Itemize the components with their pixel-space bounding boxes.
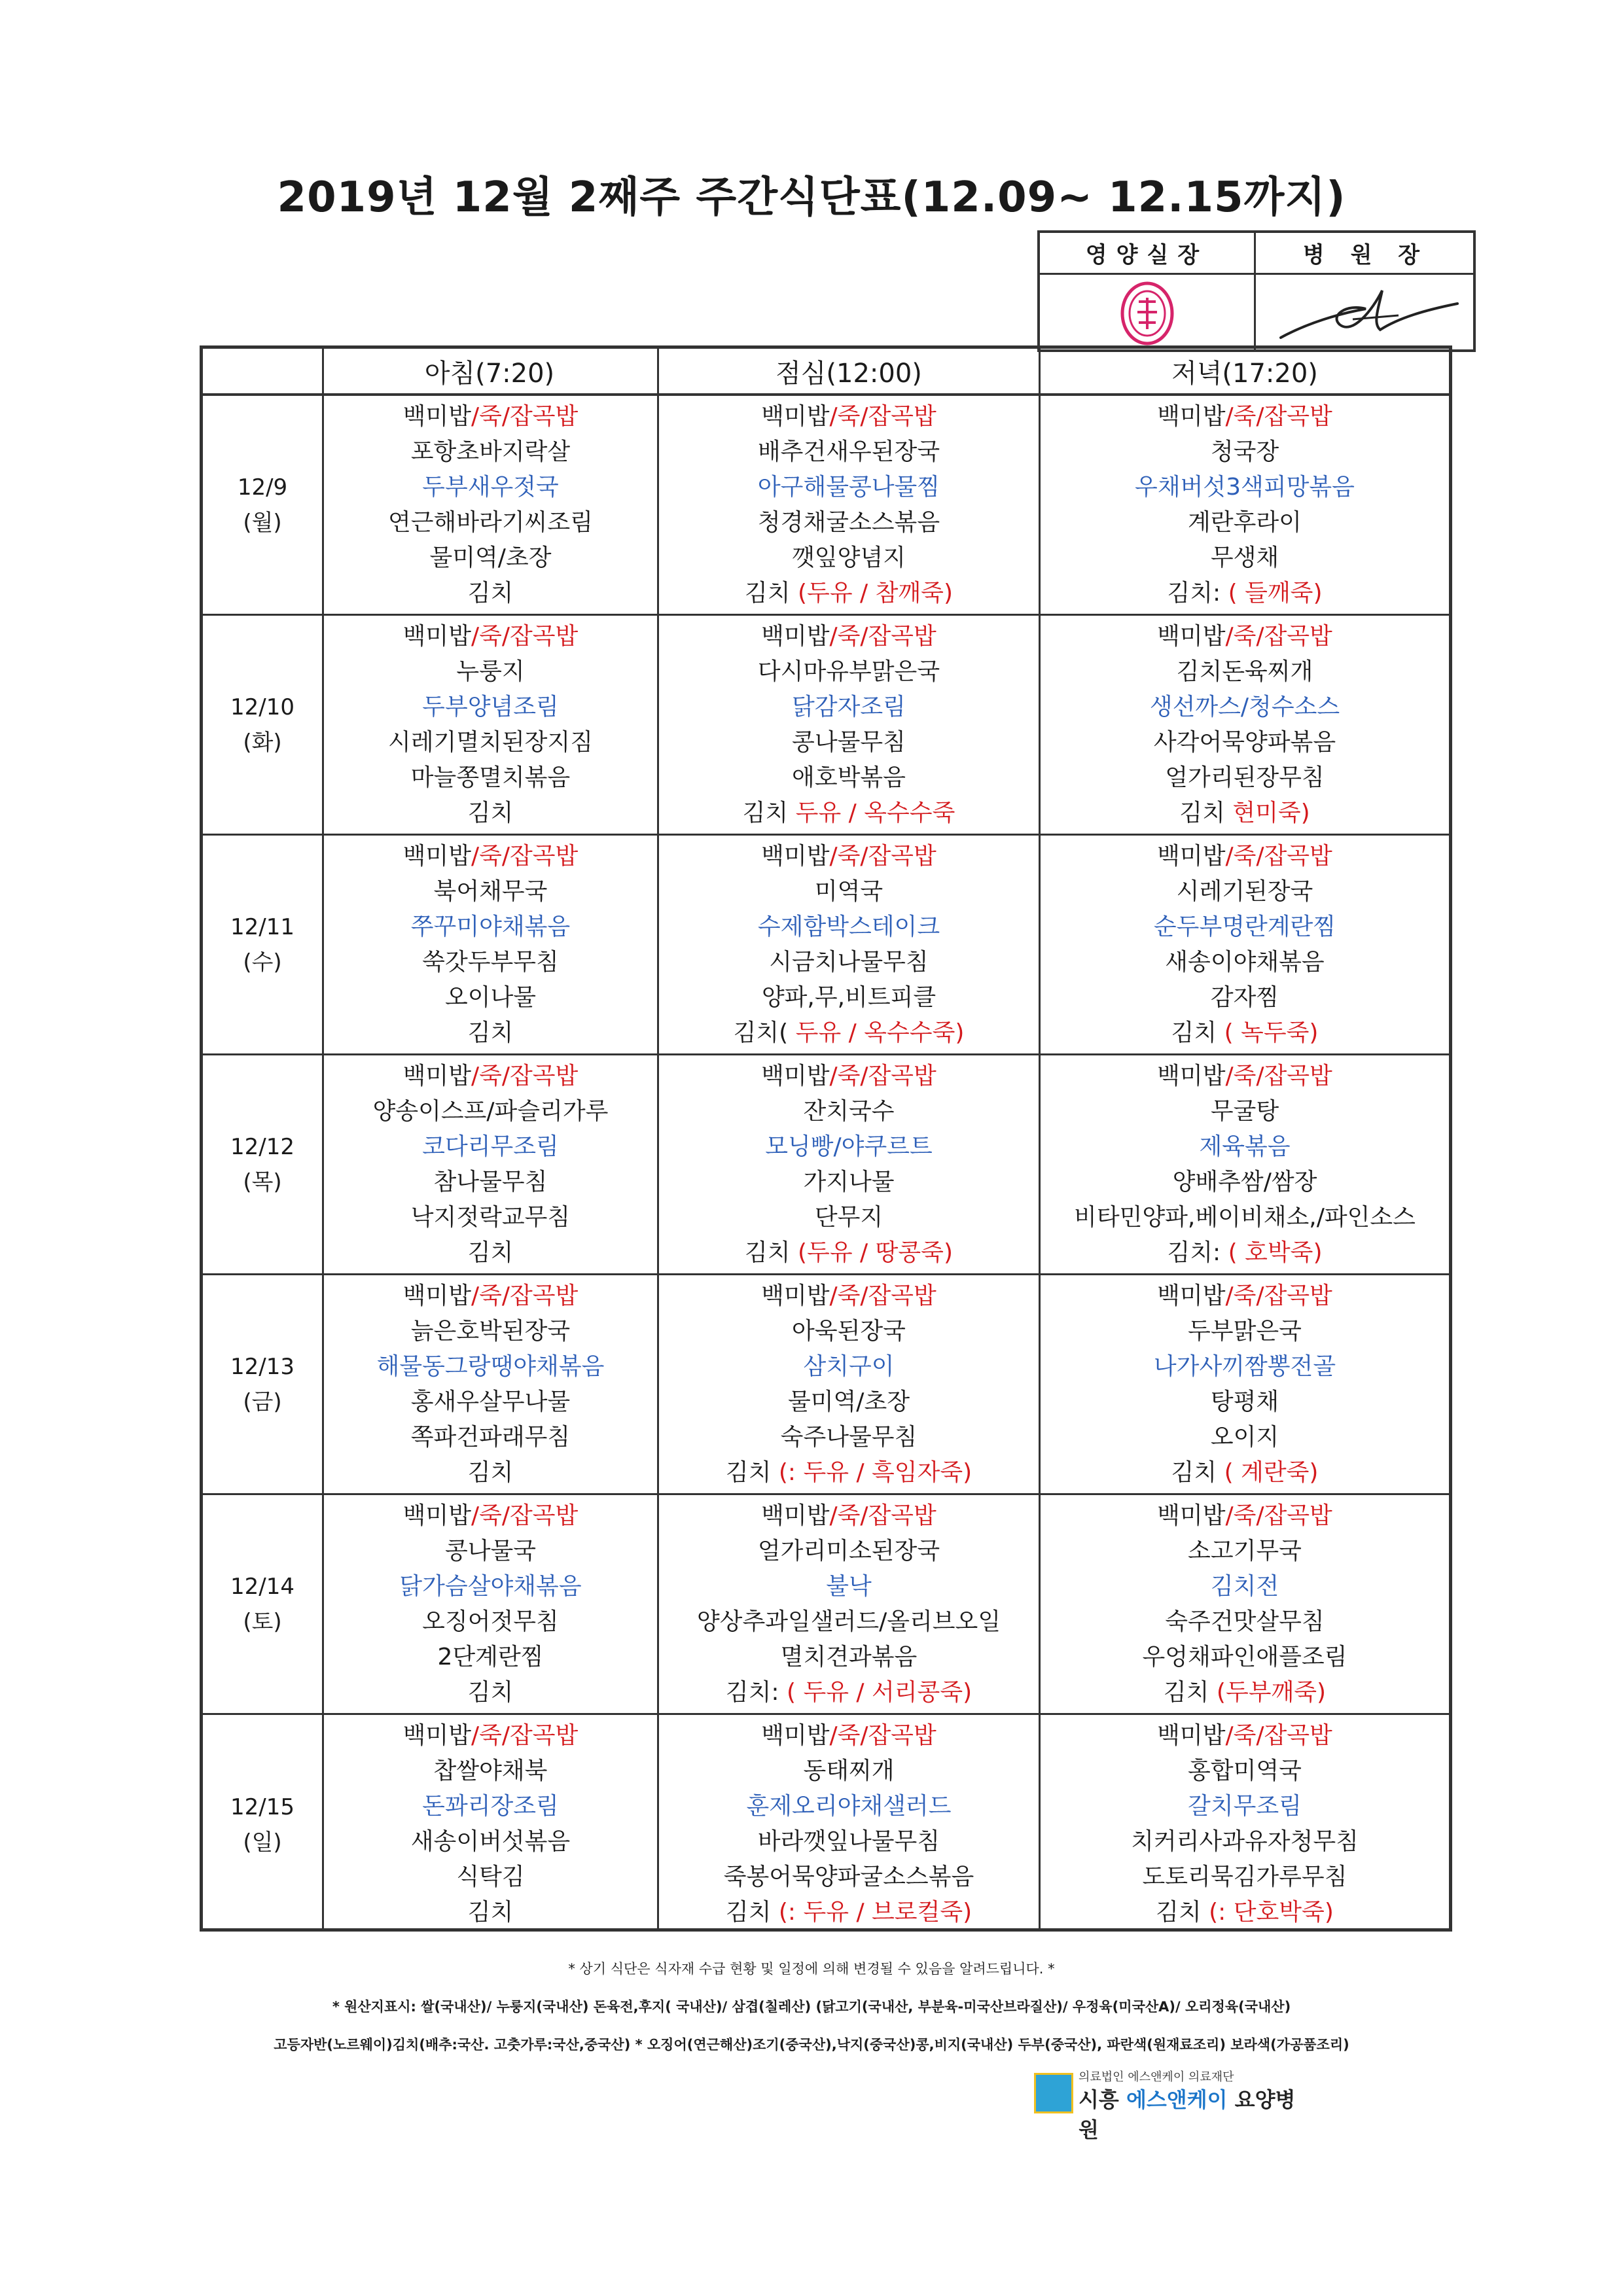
rice-option-suffix: /죽/잡곡밥: [829, 1722, 936, 1749]
menu-item: 김치: ( 호박죽): [1167, 1239, 1323, 1266]
red-seal-stamp-icon: [1119, 279, 1175, 347]
menu-item: 김치( 두유 / 옥수수죽): [733, 1019, 965, 1046]
logo-subtitle: 의료법인 에스앤케이 의료재단: [1079, 2070, 1234, 2084]
menu-header-row: [203, 349, 1449, 396]
day-date: 12/9: [237, 474, 288, 501]
hospital-emblem-icon: [1034, 2073, 1073, 2113]
menu-item: 백미밥/죽/잡곡밥: [761, 1063, 936, 1089]
day-weekday: (일): [243, 1829, 282, 1856]
header-dinner: 저녁(17:20): [1171, 358, 1318, 389]
menu-item: 멸치견과볶음: [780, 1644, 918, 1670]
footnote-origin-1: * 원산지표시: 쌀(국내산)/ 누룽지(국내산) 돈육전,후지( 국내산)/ 삼겹(칠레산) (닭고기(국내산, 부분육-미국산브라질산)/ 우정육(미국산A)/ 오리정육(국내산): [332, 1999, 1291, 2015]
menu-item: 청국장: [1210, 438, 1279, 465]
menu-item: 제육볶음: [1199, 1133, 1291, 1160]
day-label: [203, 396, 322, 614]
day-label: [203, 1055, 322, 1273]
menu-item: 두부새우젓국: [422, 474, 559, 501]
approval-box: [1037, 230, 1476, 352]
menu-item: 오이지: [1210, 1424, 1279, 1451]
meal-cell-dinner: [1041, 1059, 1449, 1270]
approval-stamp-cell: [1040, 275, 1256, 352]
menu-day-row: [203, 1495, 1449, 1715]
menu-item: 무생채: [1210, 544, 1279, 571]
rice-option-suffix: /죽/잡곡밥: [1225, 623, 1332, 650]
menu-day-row: [203, 616, 1449, 836]
snack-porridge: 두유 / 옥수수죽): [795, 1019, 965, 1046]
menu-item: 백미밥/죽/잡곡밥: [402, 1282, 579, 1309]
menu-item: 물미역/초장: [787, 1388, 910, 1415]
footnote-change-notice: * 상기 식단은 식자재 수급 현황 및 일정에 의해 변경될 수 있음을 알려드립니다. *: [568, 1961, 1055, 1977]
approval-label-nutrition: 영양실장: [1040, 233, 1256, 275]
day-date: 12/10: [230, 694, 294, 720]
meal-cell-breakfast: [324, 1279, 657, 1490]
rice-option-suffix: /죽/잡곡밥: [1225, 1282, 1332, 1309]
menu-item: 아구해물콩나물찜: [757, 474, 940, 501]
menu-item: 김치 (: 단호박죽): [1156, 1899, 1334, 1926]
menu-item: 무굴탕: [1210, 1098, 1279, 1125]
approval-label-director: 병 원 장: [1256, 233, 1476, 275]
menu-item: 김치 (두부깨죽): [1163, 1679, 1327, 1706]
hospital-logo: [1034, 2068, 1309, 2142]
menu-item: 순두부명란계란찜: [1153, 913, 1336, 940]
menu-item: 김치: [467, 1019, 514, 1046]
menu-item: 백미밥/죽/잡곡밥: [1157, 1063, 1332, 1089]
menu-item: 백미밥/죽/잡곡밥: [761, 843, 936, 870]
day-weekday: (월): [243, 509, 282, 536]
snack-porridge: (두유 / 참깨죽): [798, 580, 953, 607]
menu-item: 김치 (두유 / 땅콩죽): [744, 1239, 953, 1266]
menu-item: 쭈꾸미야채볶음: [410, 913, 571, 940]
menu-item: 깻잎양념지: [792, 544, 906, 571]
menu-item: 얼가리된장무침: [1165, 764, 1325, 791]
menu-item: 콩나물국: [444, 1538, 537, 1564]
menu-item: 애호박볶음: [792, 764, 906, 791]
handwritten-signature-icon: [1268, 277, 1464, 349]
menu-item: 홍합미역국: [1188, 1757, 1302, 1784]
rice-option-suffix: /죽/잡곡밥: [471, 1722, 579, 1749]
meal-cell-dinner: [1041, 1499, 1449, 1710]
menu-item: 김치: [467, 1679, 514, 1706]
menu-item: 단무지: [814, 1204, 883, 1231]
rice-option-suffix: /죽/잡곡밥: [829, 1282, 936, 1309]
menu-item: 연근해바라기씨조림: [388, 509, 593, 536]
rice-option-suffix: /죽/잡곡밥: [829, 843, 936, 870]
menu-item: 김치 두유 / 옥수수죽: [742, 800, 955, 826]
menu-item: 김치: [467, 580, 514, 607]
menu-item: 불낙: [826, 1573, 872, 1600]
menu-item: 계란후라이: [1188, 509, 1302, 536]
logo-name: 시흥 에스앤케이 요양병원: [1079, 2087, 1296, 2142]
rice-option-suffix: /죽/잡곡밥: [829, 623, 936, 650]
menu-item: 오이나물: [444, 984, 537, 1011]
menu-day-row: [203, 396, 1449, 616]
menu-item: 찹쌀야채북: [433, 1757, 548, 1784]
menu-item: 김치 (: 두유 / 흑임자죽): [725, 1459, 972, 1486]
menu-item: 김치 ( 녹두죽): [1171, 1019, 1319, 1046]
menu-item: 김치: [467, 1239, 514, 1266]
menu-item: 북어채무국: [433, 878, 548, 905]
meal-cell-breakfast: [324, 400, 657, 610]
menu-item: 백미밥/죽/잡곡밥: [402, 1502, 579, 1529]
menu-item: 돈꽈리장조림: [422, 1793, 559, 1820]
menu-item: 백미밥/죽/잡곡밥: [761, 1502, 936, 1529]
menu-item: 나가사끼짬뽕전골: [1153, 1353, 1336, 1380]
menu-item: 백미밥/죽/잡곡밥: [402, 1063, 579, 1089]
meal-cell-lunch: [659, 839, 1039, 1050]
menu-item: 포항초바지락살: [410, 438, 571, 465]
meal-cell-dinner: [1041, 1719, 1449, 1930]
rice-option-suffix: /죽/잡곡밥: [471, 1282, 579, 1309]
menu-item: 미역국: [814, 878, 883, 905]
day-label: [203, 1495, 322, 1713]
meal-cell-lunch: [659, 1719, 1039, 1930]
snack-porridge: (두유 / 땅콩죽): [798, 1239, 953, 1266]
menu-item: 시레기된장국: [1176, 878, 1313, 905]
day-date: 12/13: [230, 1353, 294, 1380]
menu-item: 백미밥/죽/잡곡밥: [761, 1722, 936, 1749]
menu-item: 시금치나물무침: [769, 949, 929, 976]
snack-porridge: ( 호박죽): [1228, 1239, 1323, 1266]
menu-item: 해물동그랑땡야채볶음: [376, 1353, 605, 1380]
menu-item: 아욱된장국: [792, 1318, 906, 1345]
menu-item: 김치돈육찌개: [1176, 658, 1313, 685]
menu-day-row: [203, 1275, 1449, 1495]
menu-item: 김치: [467, 1459, 514, 1486]
menu-item: 잔치국수: [803, 1098, 895, 1125]
menu-item: 양파,무,비트피클: [761, 984, 936, 1011]
menu-item: 김치 (두유 / 참깨죽): [744, 580, 953, 607]
menu-item: 양상추과일샐러드/올리브오일: [696, 1608, 1001, 1635]
menu-item: 낙지젓락교무침: [410, 1204, 571, 1231]
day-label: [203, 1715, 322, 1935]
meal-cell-lunch: [659, 400, 1039, 610]
menu-item: 백미밥/죽/잡곡밥: [761, 1282, 936, 1309]
rice-option-suffix: /죽/잡곡밥: [829, 1063, 936, 1089]
rice-option-suffix: /죽/잡곡밥: [471, 1502, 579, 1529]
menu-item: 백미밥/죽/잡곡밥: [1157, 1282, 1332, 1309]
day-label: [203, 836, 322, 1053]
menu-item: 쑥갓두부무침: [422, 949, 559, 976]
menu-item: 양배추쌈/쌈장: [1172, 1169, 1317, 1195]
meal-cell-dinner: [1041, 400, 1449, 610]
menu-item: 참나물무침: [433, 1169, 548, 1195]
menu-item: 갈치무조림: [1188, 1793, 1302, 1820]
day-date: 12/12: [230, 1133, 294, 1160]
menu-item: 백미밥/죽/잡곡밥: [402, 403, 579, 430]
rice-option-suffix: /죽/잡곡밥: [1225, 1502, 1332, 1529]
snack-porridge: (두부깨죽): [1216, 1679, 1327, 1706]
menu-item: 모닝빵/야쿠르트: [765, 1133, 933, 1160]
page-title: 2019년 12월 2째주 주간식단표(12.09~ 12.15까지): [277, 173, 1346, 222]
menu-item: 생선까스/청수소스: [1149, 694, 1340, 720]
day-date: 12/15: [230, 1794, 294, 1820]
meal-cell-lunch: [659, 620, 1039, 830]
menu-item: 사각어묵양파볶음: [1153, 729, 1336, 756]
menu-item: 우엉채파인애플조림: [1142, 1644, 1347, 1670]
menu-item: 마늘쫑멸치볶음: [410, 764, 571, 791]
snack-porridge: ( 들깨죽): [1228, 580, 1323, 607]
menu-item: 숙주건맛살무침: [1165, 1608, 1325, 1635]
footnotes: [0, 1950, 1623, 2064]
menu-item: 식탁김: [456, 1863, 525, 1890]
menu-item: 김치: ( 들깨죽): [1167, 580, 1323, 607]
menu-item: 김치 현미죽): [1179, 800, 1310, 826]
menu-item: 감자찜: [1210, 984, 1279, 1011]
menu-item: 치커리사과유자청무침: [1131, 1828, 1359, 1855]
snack-porridge: (: 두유 / 브로컬죽): [778, 1899, 972, 1926]
menu-item: 백미밥/죽/잡곡밥: [1157, 1502, 1332, 1529]
menu-item: 백미밥/죽/잡곡밥: [1157, 843, 1332, 870]
day-date: 12/11: [230, 913, 294, 940]
rice-option-suffix: /죽/잡곡밥: [1225, 1722, 1332, 1749]
menu-item: 누룽지: [456, 658, 525, 685]
menu-item: 삼치구이: [803, 1353, 895, 1380]
menu-item: 죽봉어묵양파굴소스볶음: [723, 1863, 974, 1890]
meal-cell-lunch: [659, 1059, 1039, 1270]
meal-cell-dinner: [1041, 1279, 1449, 1490]
menu-item: 백미밥/죽/잡곡밥: [1157, 1722, 1332, 1749]
snack-porridge: (: 두유 / 흑임자죽): [778, 1459, 972, 1486]
snack-porridge: ( 두유 / 서리콩죽): [786, 1679, 972, 1706]
menu-item: 백미밥/죽/잡곡밥: [402, 1722, 579, 1749]
rice-option-suffix: /죽/잡곡밥: [471, 403, 579, 430]
menu-day-row: [203, 1055, 1449, 1275]
weekly-menu-table: [200, 345, 1452, 1932]
rice-option-suffix: /죽/잡곡밥: [829, 403, 936, 430]
day-weekday: (수): [243, 949, 282, 976]
menu-item: 김치: [467, 800, 514, 826]
menu-item: 두부양념조림: [422, 694, 559, 720]
menu-item: 백미밥/죽/잡곡밥: [402, 623, 579, 650]
meal-cell-breakfast: [324, 1499, 657, 1710]
menu-item: 쪽파건파래무침: [410, 1424, 571, 1451]
menu-item: 청경채굴소스볶음: [757, 509, 940, 536]
rice-option-suffix: /죽/잡곡밥: [471, 843, 579, 870]
menu-item: 동태찌개: [803, 1757, 895, 1784]
menu-item: 2단계란찜: [437, 1644, 544, 1670]
rice-option-suffix: /죽/잡곡밥: [829, 1502, 936, 1529]
rice-option-suffix: /죽/잡곡밥: [471, 623, 579, 650]
day-weekday: (화): [243, 729, 282, 756]
menu-item: 백미밥/죽/잡곡밥: [402, 843, 579, 870]
footnote-origin-2: 고등자반(노르웨이)김치(배추:국산. 고춧가루:국산,중국산) * 오징어(연근해산)조기(중국산),낙지(중국산)콩,비지(국내산) 두부(중국산), 파란색(원재료조리) 보라색(가공품조리): [274, 2037, 1349, 2053]
menu-item: 비타민양파,베이비채소,/파인소스: [1074, 1204, 1416, 1231]
menu-item: 두부맑은국: [1188, 1318, 1302, 1345]
menu-item: 김치: ( 두유 / 서리콩죽): [725, 1679, 972, 1706]
menu-item: 다시마유부맑은국: [757, 658, 940, 685]
menu-item: 소고기무국: [1188, 1538, 1302, 1564]
menu-item: 탕평채: [1210, 1388, 1279, 1415]
menu-item: 얼가리미소된장국: [757, 1538, 940, 1564]
menu-item: 콩나물무침: [792, 729, 906, 756]
snack-porridge: ( 계란죽): [1224, 1459, 1319, 1486]
menu-item: 바라깻잎나물무침: [757, 1828, 940, 1855]
menu-item: 물미역/초장: [429, 544, 552, 571]
menu-item: 백미밥/죽/잡곡밥: [761, 623, 936, 650]
rice-option-suffix: /죽/잡곡밥: [1225, 1063, 1332, 1089]
menu-item: 새송이버섯볶음: [410, 1828, 571, 1855]
menu-item: 오징어젓무침: [422, 1608, 559, 1635]
meal-cell-breakfast: [324, 1059, 657, 1270]
header-lunch: 점심(12:00): [776, 358, 922, 389]
rice-option-suffix: /죽/잡곡밥: [1225, 843, 1332, 870]
menu-item: 양송이스프/파슬리가루: [372, 1098, 609, 1125]
snack-porridge: 두유 / 옥수수죽: [795, 800, 955, 826]
menu-item: 늙은호박된장국: [410, 1318, 571, 1345]
meal-cell-breakfast: [324, 620, 657, 830]
menu-item: 백미밥/죽/잡곡밥: [1157, 403, 1332, 430]
menu-item: 훈제오리야채샐러드: [746, 1793, 952, 1820]
meal-cell-lunch: [659, 1279, 1039, 1490]
menu-item: 시레기멸치된장지짐: [388, 729, 593, 756]
menu-item: 숙주나물무침: [780, 1424, 918, 1451]
meal-cell-lunch: [659, 1499, 1039, 1710]
approval-signature-cell: [1256, 275, 1476, 352]
menu-item: 백미밥/죽/잡곡밥: [1157, 623, 1332, 650]
menu-item: 가지나물: [803, 1169, 895, 1195]
rice-option-suffix: /죽/잡곡밥: [471, 1063, 579, 1089]
menu-item: 닭감자조림: [792, 694, 906, 720]
menu-item: 김치 (: 두유 / 브로컬죽): [725, 1899, 972, 1926]
menu-day-row: [203, 1715, 1449, 1935]
day-label: [203, 616, 322, 834]
meal-cell-dinner: [1041, 620, 1449, 830]
day-weekday: (토): [243, 1608, 282, 1635]
menu-item: 새송이야채볶음: [1165, 949, 1325, 976]
menu-item: 도토리묵김가루무침: [1142, 1863, 1347, 1890]
day-weekday: (금): [243, 1388, 282, 1415]
menu-item: 김치전: [1210, 1573, 1279, 1600]
menu-item: 김치 ( 계란죽): [1171, 1459, 1319, 1486]
meal-cell-breakfast: [324, 1719, 657, 1930]
meal-cell-dinner: [1041, 839, 1449, 1050]
menu-item: 김치: [467, 1899, 514, 1926]
menu-item: 코다리무조림: [422, 1133, 559, 1160]
day-label: [203, 1275, 322, 1493]
menu-item: 수제함박스테이크: [757, 913, 940, 940]
menu-item: 우채버섯3색피망볶음: [1135, 474, 1355, 501]
day-date: 12/14: [230, 1573, 294, 1600]
snack-porridge: ( 녹두죽): [1224, 1019, 1319, 1046]
snack-porridge: 현미죽): [1232, 800, 1310, 826]
menu-item: 백미밥/죽/잡곡밥: [761, 403, 936, 430]
menu-item: 닭가슴살야채볶음: [399, 1573, 582, 1600]
day-weekday: (목): [243, 1169, 282, 1195]
menu-day-row: [203, 836, 1449, 1055]
rice-option-suffix: /죽/잡곡밥: [1225, 403, 1332, 430]
snack-porridge: (: 단호박죽): [1209, 1899, 1334, 1926]
menu-item: 홍새우살무나물: [410, 1388, 571, 1415]
meal-cell-breakfast: [324, 839, 657, 1050]
menu-item: 배추건새우된장국: [757, 438, 940, 465]
header-breakfast: 아침(7:20): [424, 358, 555, 389]
